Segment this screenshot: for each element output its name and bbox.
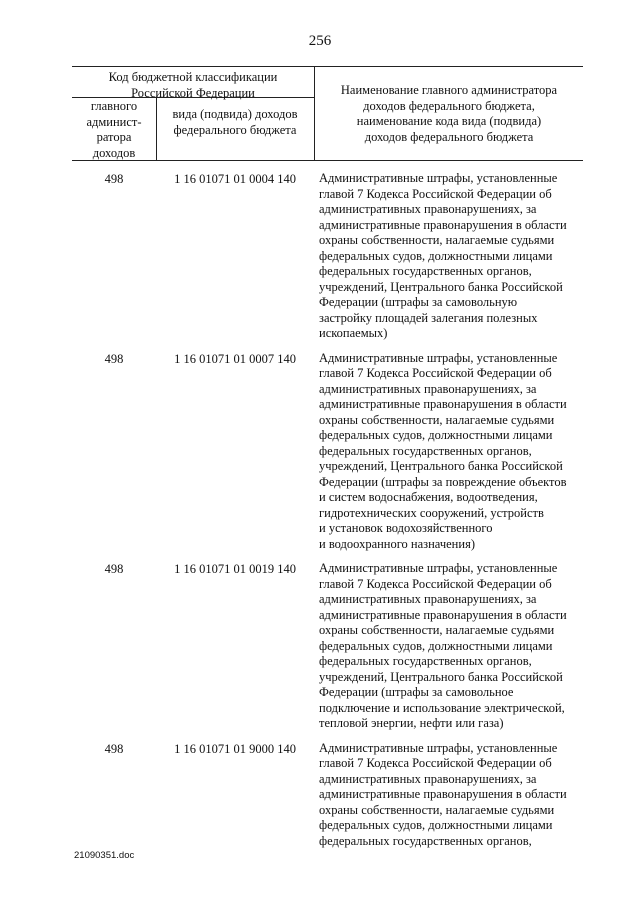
header-admin-code: главного админист- ратора доходов xyxy=(86,99,142,160)
file-name-footer: 21090351.doc xyxy=(74,850,135,861)
revenue-code-cell: 1 16 01071 01 0019 140 xyxy=(174,562,296,576)
table-header xyxy=(72,66,583,161)
header-type-code: вида (подвида) доходов федерального бюджета xyxy=(172,107,298,137)
admin-code-cell: 498 xyxy=(104,741,124,756)
revenue-code-cell: 1 16 01071 01 0004 140 xyxy=(174,172,296,186)
revenue-code-cell: 1 16 01071 01 9000 140 xyxy=(174,741,296,756)
revenue-code-cell: 1 16 01071 01 0007 140 xyxy=(174,351,296,366)
revenue-name-cell: Административные штрафы, установленные главой 7 Кодекса Российской Федерации об административных правонарушениях, за административные правонарушения в области охраны собственности, налагаемые судьями федеральных судов, должностными лицами федеральных государственных органов, xyxy=(319,740,567,848)
admin-code-cell: 498 xyxy=(104,562,124,576)
admin-code-cell: 498 xyxy=(104,351,124,366)
admin-code-cell: 498 xyxy=(104,172,124,186)
header-name: Наименование главного администратора доходов федерального бюджета, наименование кода вида (подвида) доходов федерального бюджета xyxy=(340,83,558,144)
table-body xyxy=(72,171,583,858)
revenue-name-cell: Административные штрафы, установленные главой 7 Кодекса Российской Федерации об административных правонарушениях, за административные правонарушения в области охраны собственности, налагаемые судьями федеральных судов, должностными лицами федеральных государственных органов, учреждений, Центрального банка Российской Федерации (штрафы за повреждение объектов и систем водоснабжения, водоотведения, гидротехнических сооружений, устройств и установок водохозяйственного и водоохранного назначения) xyxy=(319,350,567,551)
revenue-name-cell: Административные штрафы, установленные главой 7 Кодекса Российской Федерации об административных правонарушениях, за административные правонарушения в области охраны собственности, налагаемые судьями федеральных судов, должностными лицами федеральных государственных органов, учреждений, Центрального банка Российской Федерации (штрафы за самовольное подключение и использование электрической, тепловой энергии, нефти или газа) xyxy=(319,561,567,730)
page-number: 256 xyxy=(308,33,332,49)
table-row xyxy=(72,351,583,553)
table-row xyxy=(72,171,583,342)
header-budget-code: Код бюджетной классификации Российской Федерации xyxy=(108,70,278,100)
revenue-name-cell: Административные штрафы, установленные главой 7 Кодекса Российской Федерации об административных правонарушениях, за административные правонарушения в области охраны собственности, налагаемые судьями федеральных судов, должностными лицами федеральных государственных органов, учреждений, Центрального банка Российской Федерации (штрафы за самовольную застройку площадей залегания полезных ископаемых) xyxy=(319,171,567,340)
table-row xyxy=(72,741,583,850)
table-row xyxy=(72,561,583,732)
